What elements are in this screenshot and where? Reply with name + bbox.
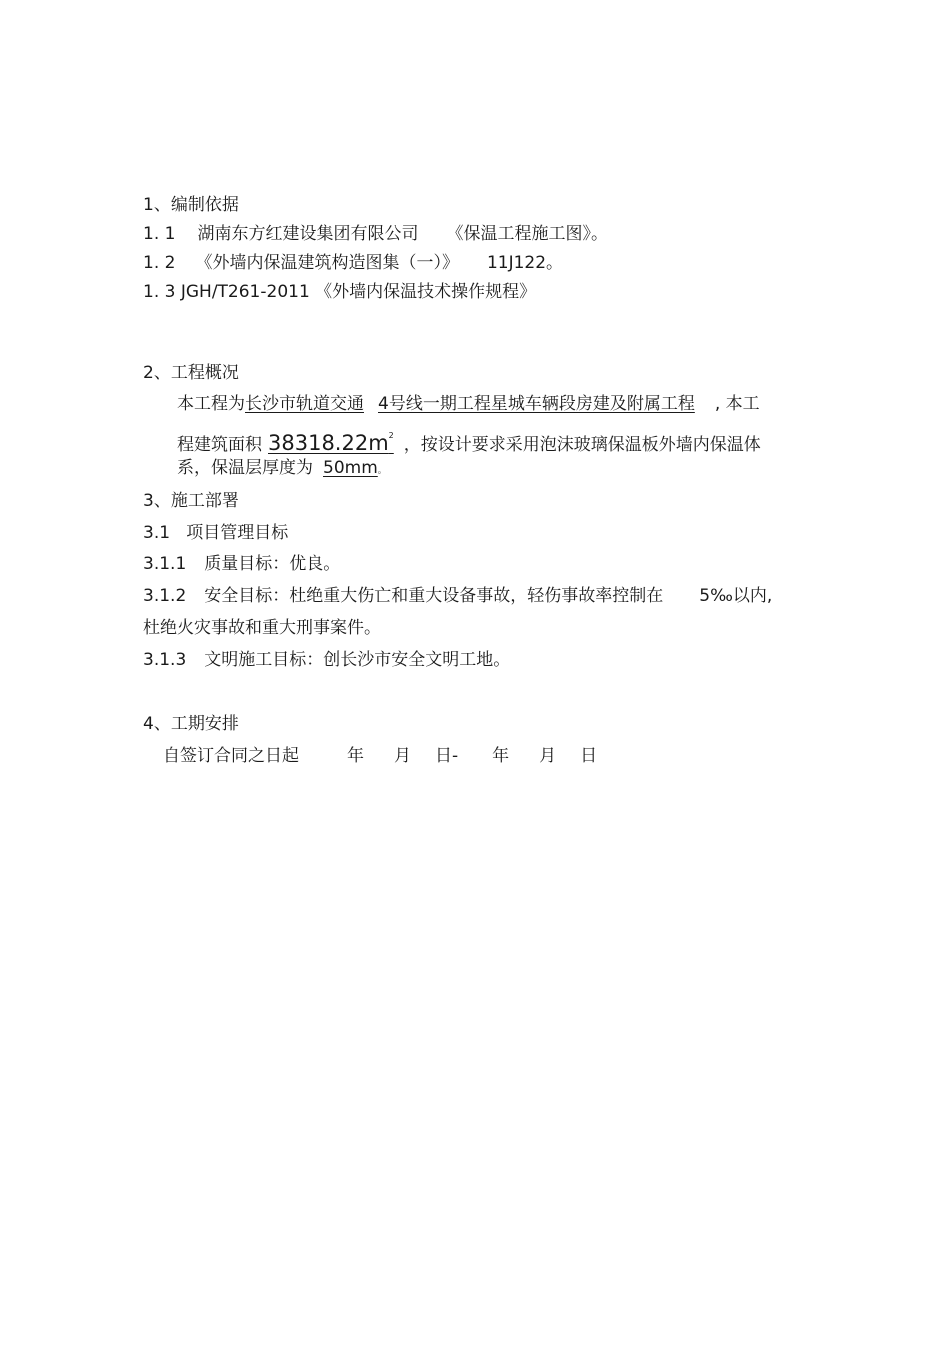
overview-line-2 — [177, 425, 761, 456]
schedule-line — [163, 745, 597, 767]
start-year: 年 — [347, 746, 364, 766]
section-3-heading: 3、施工部署 — [143, 491, 239, 511]
overview-line-3 — [177, 457, 387, 482]
start-month: 月 — [394, 746, 411, 766]
goal-text: 质量目标：优良。 — [204, 554, 341, 574]
section-1-item-2 — [143, 252, 563, 274]
drawing-title: 《保温工程施工图》。 — [446, 224, 608, 244]
overview-text: 系，保温层厚度为 — [177, 458, 313, 478]
insulation-thickness: 50mm — [323, 458, 378, 478]
section-1-heading: 1、编制依据 — [143, 195, 239, 215]
atlas-title: 《外墙内保温建筑构造图集（一）》 — [195, 253, 459, 273]
start-day: 日- — [435, 746, 459, 766]
atlas-code: 11J122。 — [486, 253, 564, 273]
goal-civilized — [143, 649, 510, 671]
end-year: 年 — [492, 746, 510, 766]
goal-text: 文明施工目标：创长沙市安全文明工地。 — [204, 650, 511, 670]
project-name-part-1: 长沙市轨道交通 — [245, 394, 364, 414]
item-number: 3.1.1 — [143, 554, 187, 574]
item-number: 1. 2 — [143, 253, 176, 273]
section-1-item-3: 1. 3 JGH/T261-2011 《外墙内保温技术操作规程》 — [143, 282, 537, 302]
project-name — [245, 394, 715, 414]
goal-quality — [143, 553, 340, 575]
overview-text: , 本工 — [714, 394, 760, 414]
overview-text: ，按设计要求采用泡沫玻璃保温板外墙内保温体 — [403, 435, 761, 455]
item-number: 3.1.2 — [143, 586, 187, 606]
end-day: 日 — [580, 746, 598, 766]
schedule-text: 自签订合同之日起 — [163, 746, 299, 766]
goal-safety — [143, 585, 772, 607]
overview-text: 。 — [377, 466, 387, 476]
item-number: 3.1.3 — [143, 650, 187, 670]
building-area — [262, 431, 404, 455]
item-number: 1. 1 — [143, 224, 176, 244]
project-name-part-2: 4号线一期工程星城车辆段房建及附属工程 — [378, 394, 695, 414]
overview-text: 程建筑面积 — [177, 435, 262, 455]
area-unit-superscript: 2 — [388, 431, 394, 440]
building-area-value: 38318.22m — [268, 431, 389, 455]
end-month: 月 — [539, 746, 557, 766]
section-1-item-1 — [143, 223, 608, 245]
overview-line-1 — [177, 393, 760, 415]
goal-text: 安全目标：杜绝重大伤亡和重大设备事故，轻伤事故率控制在 — [204, 586, 664, 606]
section-3-1-heading: 3.1 项目管理目标 — [143, 523, 289, 543]
company-name: 湖南东方红建设集团有限公司 — [197, 224, 419, 244]
section-2-heading: 2、工程概况 — [143, 363, 239, 383]
section-4-heading: 4、工期安排 — [143, 714, 239, 734]
injury-rate: 5‰以内, — [699, 586, 773, 606]
overview-text: 本工程为 — [177, 394, 245, 414]
goal-safety-continued: 杜绝火灾事故和重大刑事案件。 — [143, 618, 381, 638]
